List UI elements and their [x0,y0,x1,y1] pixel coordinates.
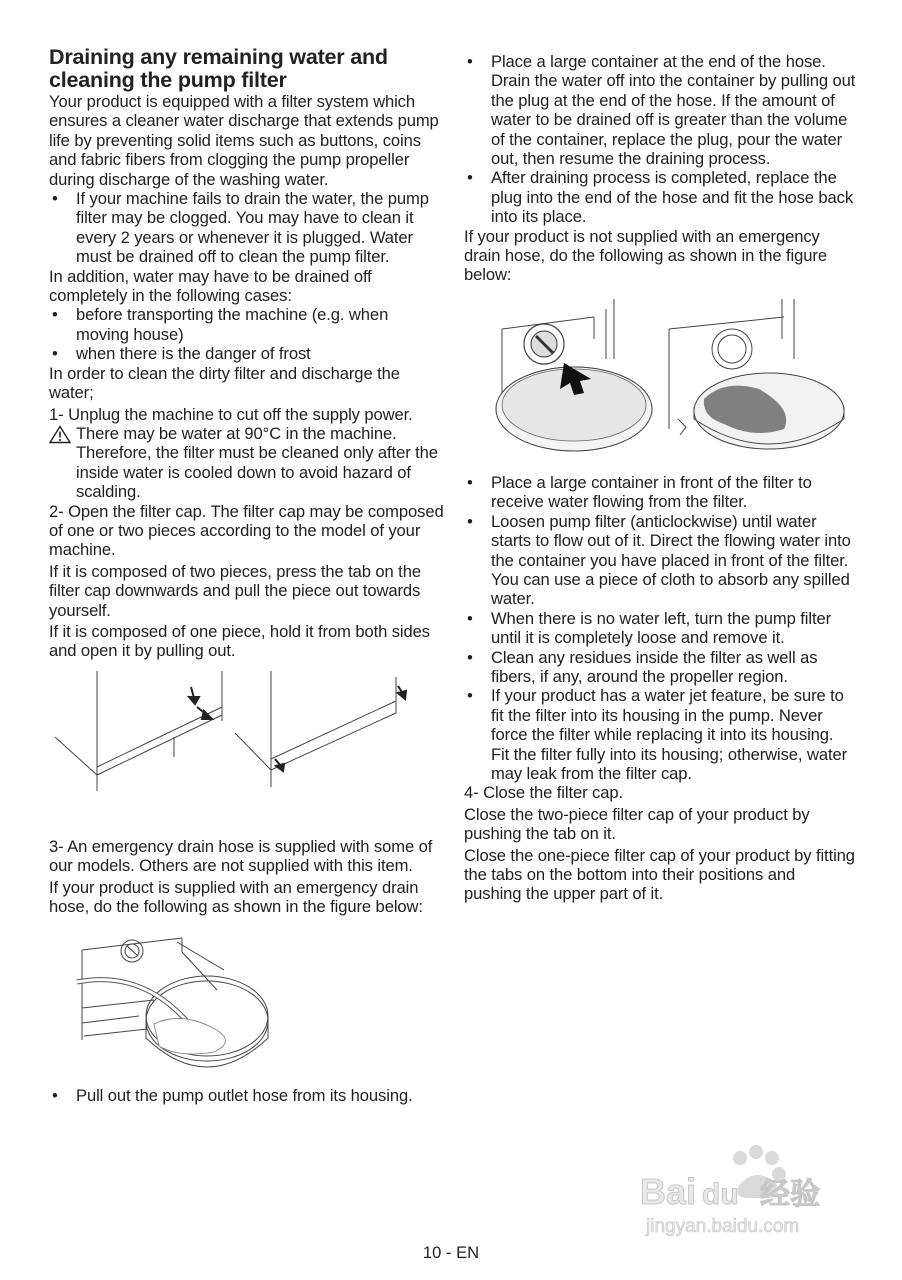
list-item: • Clean any residues inside the filter as well as fibers, if any, around the propeller region. [464,648,856,687]
addition-paragraph: In addition, water may have to be drained off completely in the following cases: [49,266,372,306]
close-one-paragraph: Close the one-piece filter cap of your product by fitting the tabs on the bottom into their positions and pushing the upper part of it. [464,845,855,904]
fail-bullet-list [49,189,444,267]
svg-text:du: du [702,1178,739,1211]
warning-note [49,424,444,502]
order-paragraph: In order to clean the dirty filter and discharge the water; [49,363,400,403]
cases-list [49,305,444,363]
left-column [49,46,444,1106]
list-item: • Pull out the pump outlet hose from its housing. [49,1086,444,1105]
list-item: • If your machine fails to drain the water, the pump filter may be clogged. You may have to clean it every 2 years or whenever it is plugged. Water must be drained off to clean the pump filter. [49,189,444,267]
right-column [464,52,856,904]
svg-text:jingyan.baidu.com: jingyan.baidu.com [646,1216,800,1237]
drain-hose-illustration [49,928,444,1078]
close-two-paragraph: Close the two-piece filter cap of your product by pushing the tab on it. [464,804,810,844]
baidu-watermark-logo [640,1140,860,1240]
list-item: • Place a large container at the end of the hose. Drain the water off into the container by pulling out the plug at the end of the hose. If the amount of water to be drained off is greater than the volume of the container, replace the plug, pour the water out, then resume the draining process. [464,52,856,168]
svg-text:经验: 经验 [760,1177,820,1212]
page-number: 10 - EN [422,1243,480,1262]
step-2: 2- Open the filter cap. The filter cap may be composed of one or two pieces according to the model of your machine. [49,501,444,560]
one-piece-paragraph: If it is composed of one piece, hold it from both sides and open it by pulling out. [49,621,430,661]
filter-drain-illustration [464,299,856,459]
list-item: • If your product has a water jet feature, be sure to fit the filter into its housing in the pump. Never force the filter while replacing it into its housing. Fit the filter fully into its housing; otherwise, water may leak from the filter cap. [464,686,856,783]
not-supplied-paragraph: If your product is not supplied with an emergency drain hose, do the following as shown in the figure below: [464,226,827,285]
step-3: 3- An emergency drain hose is supplied with some of our models. Others are not supplied with this item. [49,836,433,876]
svg-text:Bai: Bai [640,1171,697,1212]
filter-bullet-list [464,473,856,784]
warning-text: There may be water at 90°C in the machine. Therefore, the filter must be cleaned only after the inside water is cooled down to avoid hazard of scalding. [76,423,438,502]
list-item: • Loosen pump filter (anticlockwise) until water starts to flow out of it. Direct the flowing water into the container you have placed in front of the filter. You can use a piece of cloth to absorb any spilled water. [464,512,856,609]
section-title: Draining any remaining water and cleaning the pump filter [49,45,388,92]
two-pieces-paragraph: If it is composed of two pieces, press the tab on the filter cap downwards and pull the piece out towards yourself. [49,561,421,620]
list-item: • Place a large container in front of the filter to receive water flowing from the filter. [464,473,856,512]
intro-paragraph: Your product is equipped with a filter system which ensures a cleaner water discharge that extends pump life by preventing solid items such as buttons, coins and fabric fibers from clogging the pump propeller during discharge of the washing water. [49,92,439,189]
hose-bullet-list [464,52,856,227]
warning-icon [49,425,71,444]
filter-cap-illustration [49,667,444,827]
list-item: • when there is the danger of frost [49,344,444,363]
supplied-paragraph: If your product is supplied with an emergency drain hose, do the following as shown in the figure below: [49,877,423,916]
step-4: 4- Close the filter cap. [464,783,624,803]
list-item: • After draining process is completed, replace the plug into the end of the hose and fit the hose back into its place. [464,168,856,226]
list-item: • When there is no water left, turn the pump filter until it is completely loose and remove it. [464,609,856,648]
pull-out-list [49,1086,444,1105]
list-item: • before transporting the machine (e.g. when moving house) [49,305,444,344]
step-1: 1- Unplug the machine to cut off the supply power. [49,404,413,424]
